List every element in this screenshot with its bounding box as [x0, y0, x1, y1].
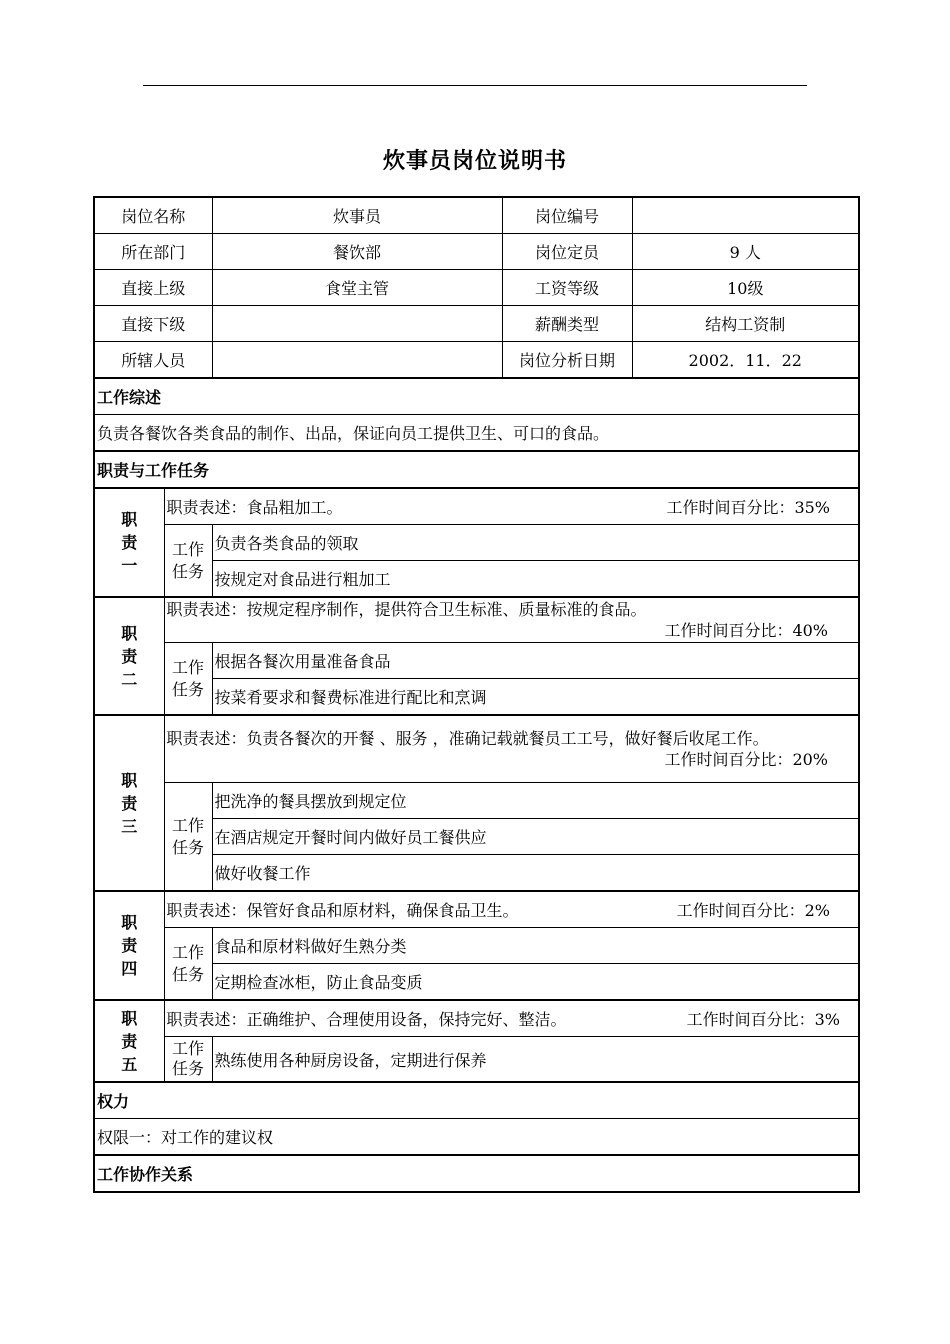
- info-row-2: [94, 234, 859, 270]
- job-code-value: [632, 197, 859, 234]
- header-rule: [143, 85, 807, 86]
- duty-4-label-text: 职 责 四: [121, 913, 138, 978]
- dept-label: 所在部门: [94, 234, 212, 270]
- info-row-1: [94, 197, 859, 234]
- duty-1-label: [94, 488, 164, 597]
- duty-2-task-2: 按菜肴要求和餐费标准进行配比和烹调: [212, 679, 859, 716]
- duty-5-task-1: 熟练使用各种厨房设备，定期进行保养: [212, 1037, 859, 1083]
- job-name-value: 炊事员: [212, 197, 502, 234]
- staff-value: [212, 342, 502, 379]
- duty-2-task-1: 根据各餐次用量准备食品: [212, 643, 859, 679]
- duty-2-statement: 职责表述：按规定程序制作，提供符合卫生标准、质量标准的食品。: [166, 600, 647, 619]
- duty-3-statement: 职责表述：负责各餐次的开餐 、服务 ，准确记载就餐员工工号，做好餐后收尾工作。: [166, 729, 769, 748]
- duty-2-statement-cell: [164, 597, 859, 643]
- grade-value: 10级: [632, 270, 859, 306]
- duty-5-statement: 职责表述：正确维护、合理使用设备，保持完好、整洁。: [166, 1010, 567, 1029]
- subordinate-value: [212, 306, 502, 342]
- duty-1-task-label: 工作 任务: [164, 525, 212, 598]
- grade-label: 工资等级: [502, 270, 632, 306]
- duty-2-label: [94, 597, 164, 715]
- duty-3-task-3: 做好收餐工作: [212, 855, 859, 892]
- duty-1-statement: 职责表述：食品粗加工。: [166, 498, 343, 517]
- duties-heading: 职责与工作任务: [94, 451, 859, 488]
- duty-1-task-1: 负责各类食品的领取: [212, 525, 859, 561]
- info-row-5: [94, 342, 859, 379]
- authority-heading: 权力: [94, 1082, 859, 1119]
- dept-value: 餐饮部: [212, 234, 502, 270]
- info-row-3: [94, 270, 859, 306]
- job-code-label: 岗位编号: [502, 197, 632, 234]
- superior-value: 食堂主管: [212, 270, 502, 306]
- headcount-label: 岗位定员: [502, 234, 632, 270]
- duty-3-label-text: 职 责 三: [121, 770, 138, 836]
- duty-1-task-2: 按规定对食品进行粗加工: [212, 561, 859, 598]
- duty-1-statement-cell: [164, 488, 859, 525]
- duty-2-percent: 工作时间百分比：40%: [664, 621, 829, 640]
- info-row-4: [94, 306, 859, 342]
- subordinate-label: 直接下级: [94, 306, 212, 342]
- pay-type-label: 薪酬类型: [502, 306, 632, 342]
- job-name-label: 岗位名称: [94, 197, 212, 234]
- duty-3-task-2: 在酒店规定开餐时间内做好员工餐供应: [212, 819, 859, 855]
- duty-3-task-label: 工作 任务: [164, 783, 212, 892]
- analysis-date-label: 岗位分析日期: [502, 342, 632, 379]
- job-description-table: [93, 196, 860, 1193]
- duty-3-percent: 工作时间百分比：20%: [664, 750, 829, 769]
- relations-heading: 工作协作关系: [94, 1155, 859, 1192]
- duty-5-label: [94, 1000, 164, 1082]
- duty-4-statement: 职责表述：保管好食品和原材料，确保食品卫生。: [166, 901, 519, 920]
- duty-5-percent: 工作时间百分比：3%: [686, 1010, 841, 1029]
- duty-1-percent: 工作时间百分比：35%: [666, 498, 831, 517]
- duty-3-task-1: 把洗净的餐具摆放到规定位: [212, 783, 859, 819]
- duty-3-statement-cell: [164, 715, 859, 783]
- duty-5-task-label: 工作 任务: [164, 1037, 212, 1083]
- superior-label: 直接上级: [94, 270, 212, 306]
- analysis-date-value: 2002．11．22: [632, 342, 859, 379]
- pay-type-value: 结构工资制: [632, 306, 859, 342]
- headcount-value: 9 人: [632, 234, 859, 270]
- duty-2-task-label: 工作 任务: [164, 643, 212, 716]
- duty-5-label-text: 职 责 五: [121, 1008, 138, 1074]
- summary-heading: 工作综述: [94, 378, 859, 415]
- duty-4-task-2: 定期检查冰柜，防止食品变质: [212, 964, 859, 1001]
- duty-5-statement-cell: [164, 1000, 859, 1037]
- staff-label: 所辖人员: [94, 342, 212, 379]
- document-title: 炊事员岗位说明书: [382, 149, 567, 174]
- duty-4-task-1: 食品和原材料做好生熟分类: [212, 928, 859, 964]
- duty-4-label: [94, 891, 164, 1000]
- duty-4-percent: 工作时间百分比：2%: [676, 901, 831, 920]
- authority-item-1: 权限一：对工作的建议权: [94, 1119, 859, 1156]
- duty-1-label-text: 职 责 一: [121, 510, 138, 575]
- duty-3-label: [94, 715, 164, 891]
- duty-4-statement-cell: [164, 891, 859, 928]
- duty-4-task-label: 工作 任务: [164, 928, 212, 1001]
- duty-2-label-text: 职 责 二: [121, 623, 138, 689]
- summary-text: 负责各餐饮各类食品的制作、出品，保证向员工提供卫生、可口的食品。: [94, 415, 859, 452]
